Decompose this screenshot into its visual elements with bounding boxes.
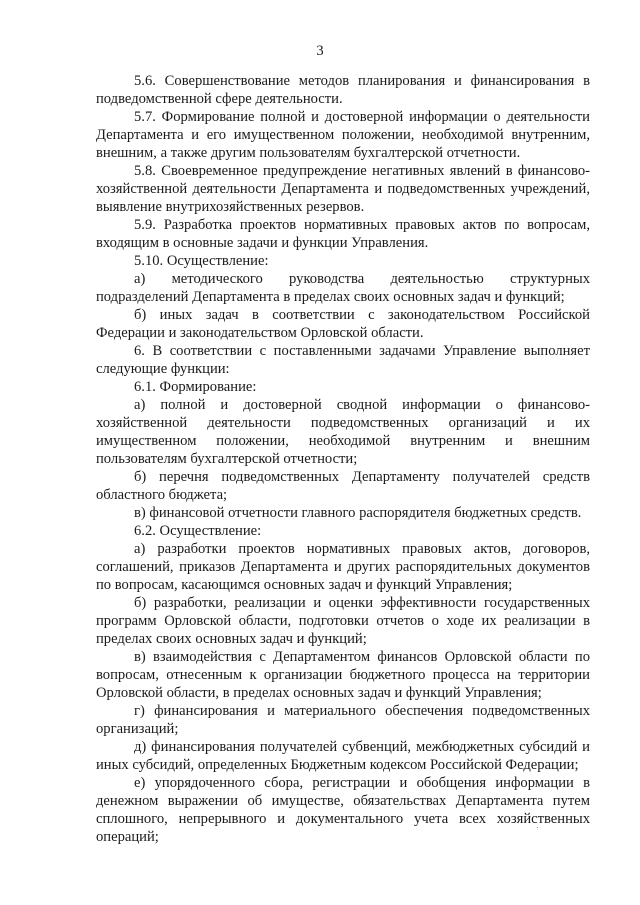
paragraph-5-7: 5.7. Формирование полной и достоверной информации о деятельности Департамента и его имущественном положении, необходимой внутренним, внешним, а также другим пользователям бухгалтерской отчетности. — [96, 109, 590, 161]
paragraph-6: 6. В соответствии с поставленными задачами Управление выполняет следующие функции: — [96, 343, 590, 377]
paragraph-6-2-g: г) финансирования и материального обеспечения подведомственных организаций; — [96, 703, 590, 737]
paragraph-5-6: 5.6. Совершенствование методов планирования и финансирования в подведомственной сфере деятельности. — [96, 73, 590, 107]
paragraph-6-2: 6.2. Осуществление: — [134, 523, 262, 539]
paragraph-6-2-v: в) взаимодействия с Департаментом финансов Орловской области по вопросам, отнесенным к организации бюджетного процесса на территории Орловской области, в пределах основных задач и функций Управления; — [96, 649, 590, 701]
paragraph-6-2-d: д) финансирования получателей субвенций, межбюджетных субсидий и иных субсидий, определенных Бюджетным кодексом Российской Федерации; — [96, 739, 590, 773]
page-number: 3 — [316, 43, 324, 59]
paragraph-6-2-e: е) упорядоченного сбора, регистрации и обобщения информации в денежном выражении об имуществе, обязательствах Департамента путем сплошного, непрерывного и документального учета всех хозяйственных операций; — [96, 775, 590, 845]
paragraph-6-2-a: а) разработки проектов нормативных правовых актов, договоров, соглашений, приказов Департамента и других распорядительных документов по вопросам, касающимся основных задач и функций Управления; — [96, 541, 590, 593]
paragraph-5-9: 5.9. Разработка проектов нормативных правовых актов по вопросам, входящим в основные задачи и функции Управления. — [96, 217, 590, 251]
paragraph-6-1-v: в) финансовой отчетности главного распорядителя бюджетных средств. — [134, 505, 582, 521]
paragraph-6-2-b: б) разработки, реализации и оценки эффективности государственных программ Орловской области, подготовки отчетов о ходе их реализации в пределах своих основных задач и функций; — [96, 595, 590, 647]
paragraph-6-1-a: а) полной и достоверной сводной информации о финансово-хозяйственной деятельности подведомственных организаций и их имущественном положении, необходимой внутренним и внешним пользователям бухгалтерской отчетности; — [96, 397, 590, 467]
scan-artifact — [537, 827, 538, 828]
paragraph-5-8: 5.8. Своевременное предупреждение негативных явлений в финансово-хозяйственной деятельности Департамента и подведомственных учреждений, выявление внутрихозяйственных резервов. — [96, 163, 590, 215]
paragraph-5-10-a: а) методического руководства деятельностью структурных подразделений Департамента в пределах своих основных задач и функций; — [96, 271, 590, 305]
paragraph-5-10-b: б) иных задач в соответствии с законодательством Российской Федерации и законодательством Орловской области. — [96, 307, 590, 341]
paragraph-5-10: 5.10. Осуществление: — [134, 253, 269, 269]
document-body — [96, 72, 590, 846]
paragraph-6-1-b: б) перечня подведомственных Департаменту получателей средств областного бюджета; — [96, 469, 590, 503]
paragraph-6-1: 6.1. Формирование: — [134, 379, 257, 395]
